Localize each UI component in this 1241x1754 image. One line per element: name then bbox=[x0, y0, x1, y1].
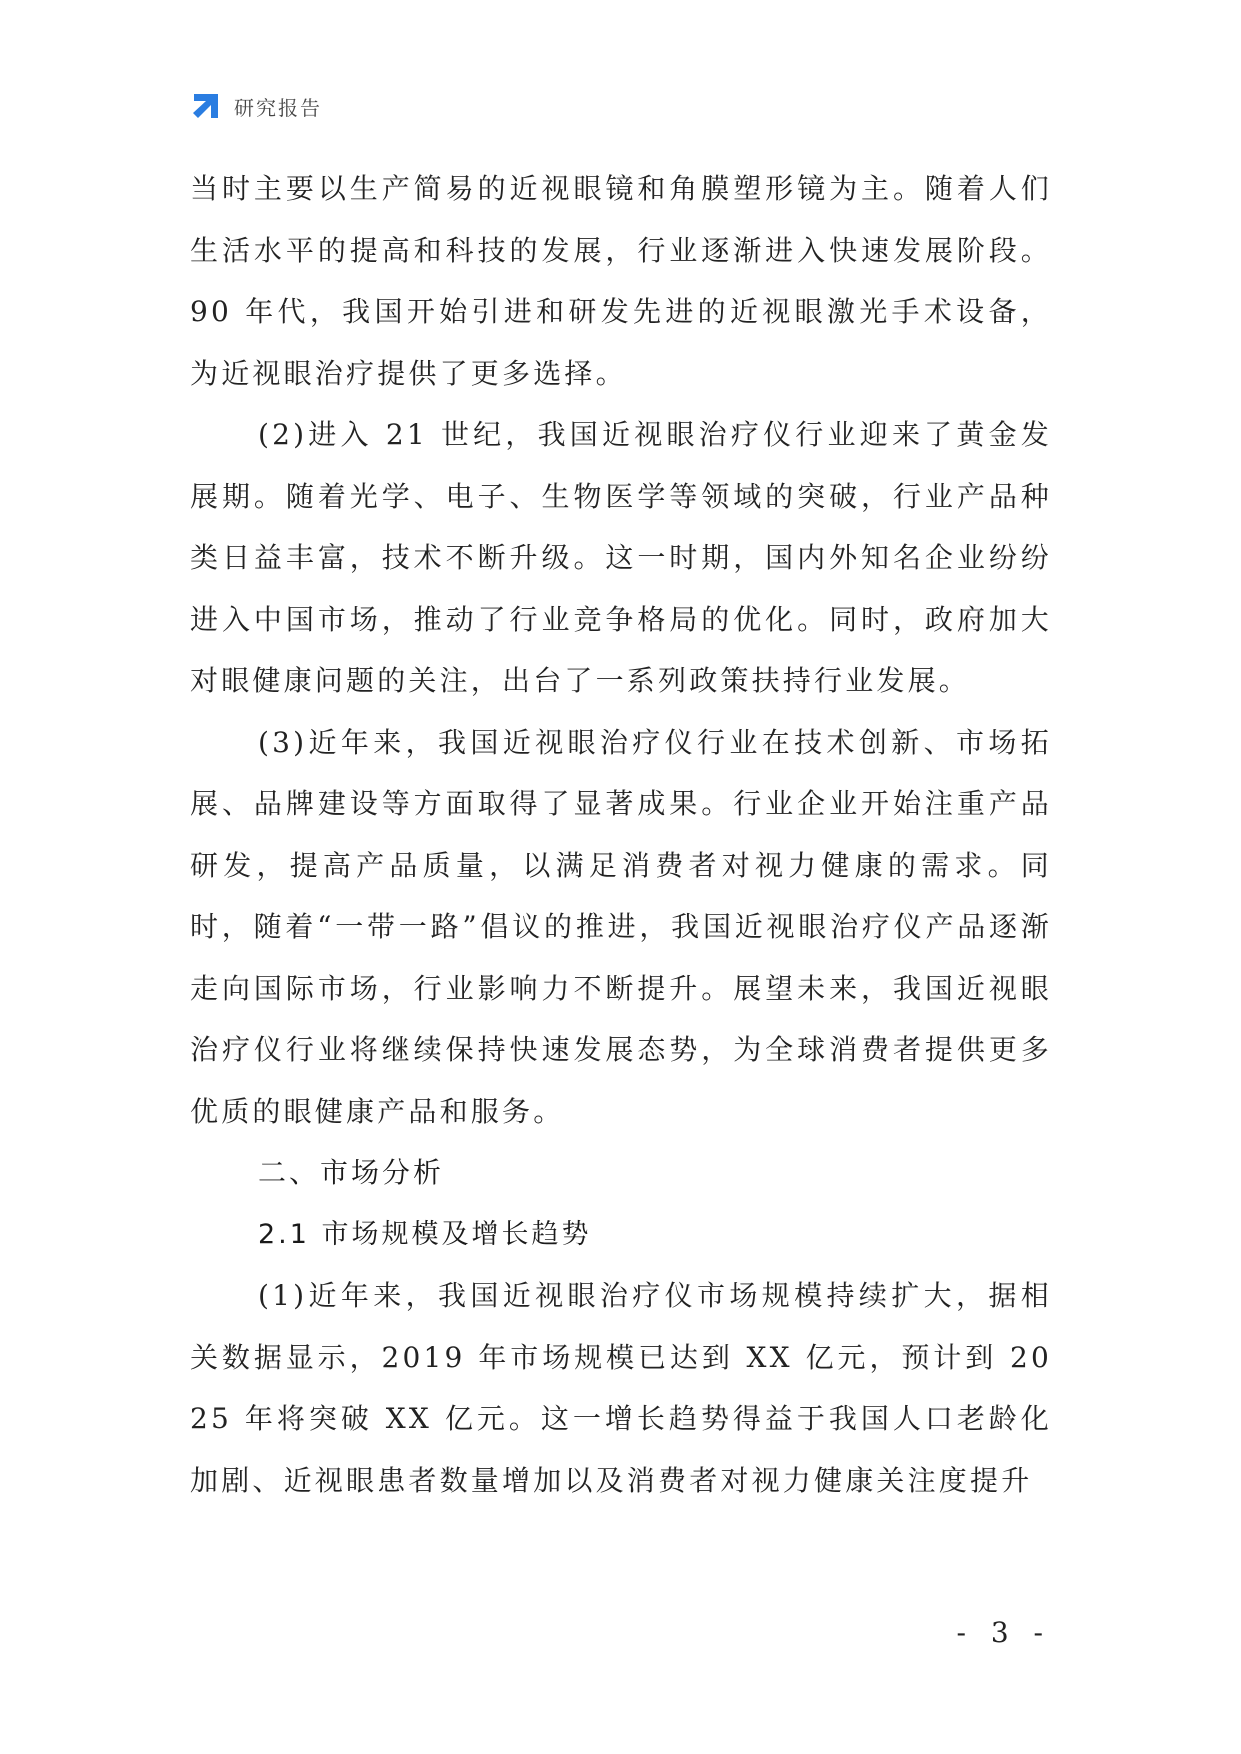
paragraph-recent-years: (3)近年来，我国近视眼治疗仪行业在技术创新、市场拓展、品牌建设等方面取得了显著成果。行业企业开始注重产品研发，提高产品质量，以满足消费者对视力健康的需求。同时，随着“一带一路”倡议的推进，我国近视眼治疗仪产品逐渐走向国际市场，行业影响力不断提升。展望未来，我国近视眼治疗仪行业将继续保持快速发展态势，为全球消费者提供更多优质的眼健康产品和服务。 bbox=[190, 725, 1052, 1128]
subsection-heading-market-size: 2.1 市场规模及增长趋势 bbox=[258, 1218, 592, 1250]
paragraph-market-size: (1)近年来，我国近视眼治疗仪市场规模持续扩大，据相关数据显示，2019 年市场规模已达到 XX 亿元，预计到 2025 年将突破 XX 亿元。这一增长趋势得益于我国人口老龄化加剧、近视眼患者数量增加以及消费者对视力健康关注度提升 bbox=[190, 1279, 1052, 1497]
header-title: 研究报告 bbox=[234, 95, 322, 120]
document-body bbox=[190, 158, 1052, 1511]
section-heading-market-analysis: 二、市场分析 bbox=[258, 1156, 445, 1189]
paragraph-history-continued: 当时主要以生产简易的近视眼镜和角膜塑形镜为主。随着人们生活水平的提高和科技的发展，行业逐渐进入快速发展阶段。90 年代，我国开始引进和研发先进的近视眼激光手术设备，为近视眼治疗提供了更多选择。 bbox=[190, 172, 1052, 390]
report-header bbox=[190, 90, 322, 122]
page-number: - 3 - bbox=[956, 1616, 1051, 1649]
paragraph-21st-century: (2)进入 21 世纪，我国近视眼治疗仪行业迎来了黄金发展期。随着光学、电子、生物医学等领域的突破，行业产品种类日益丰富，技术不断升级。这一时期，国内外知名企业纷纷进入中国市场，推动了行业竞争格局的优化。同时，政府加大对眼健康问题的关注，出台了一系列政策扶持行业发展。 bbox=[190, 418, 1052, 697]
arrow-up-right-icon bbox=[190, 90, 222, 122]
